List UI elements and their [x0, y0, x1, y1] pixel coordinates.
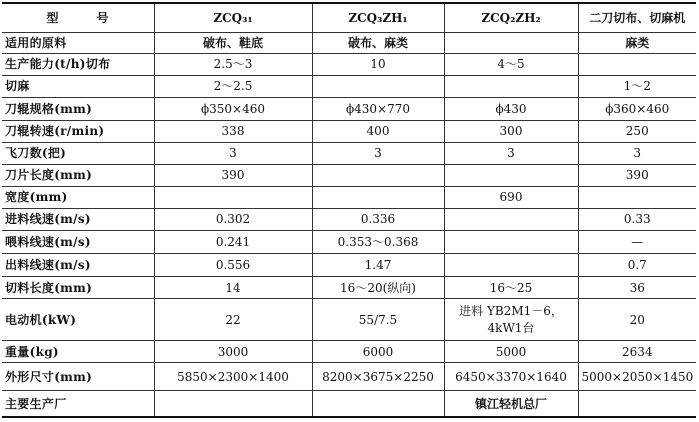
cell: 破布、鞋底	[154, 32, 312, 53]
row-label: 外形尺寸(mm)	[2, 363, 154, 391]
cell	[444, 164, 578, 186]
cell	[444, 230, 578, 253]
cell: 0.33	[578, 208, 696, 230]
cell	[444, 208, 578, 230]
cell: 6000	[312, 341, 444, 363]
cell: 0.336	[312, 208, 444, 230]
cell: 麻类	[578, 32, 696, 53]
cell: 3	[444, 142, 578, 164]
cell: ϕ430	[444, 97, 578, 120]
cell: 1～2	[578, 75, 696, 97]
table-row	[2, 32, 696, 53]
cell: 0.353～0.368	[312, 230, 444, 253]
table-row	[2, 97, 696, 120]
cell: 20	[578, 299, 696, 341]
cell: 390	[578, 164, 696, 186]
cell: 250	[578, 120, 696, 142]
cell: 16～25	[444, 277, 578, 299]
cell: 0.241	[154, 230, 312, 253]
row-label: 主要生产厂	[2, 391, 154, 417]
cell	[578, 53, 696, 75]
cell: 3	[312, 142, 444, 164]
row-label: 飞刀数(把)	[2, 142, 154, 164]
cell	[312, 186, 444, 208]
table-row	[2, 186, 696, 208]
table-row	[2, 254, 696, 277]
cell: ϕ350×460	[154, 97, 312, 120]
cell: 3	[154, 142, 312, 164]
cell	[154, 186, 312, 208]
cell: 55/7.5	[312, 299, 444, 341]
cell	[444, 32, 578, 53]
cell	[444, 254, 578, 277]
cell: —	[578, 230, 696, 253]
row-label: 刀片长度(mm)	[2, 164, 154, 186]
cell: 0.556	[154, 254, 312, 277]
cell: 36	[578, 277, 696, 299]
model-zcq31: ZCQ₃₁	[154, 3, 312, 32]
table-row	[2, 120, 696, 142]
row-label: 切料长度(mm)	[2, 277, 154, 299]
row-label: 宽度(mm)	[2, 186, 154, 208]
cell	[154, 391, 312, 417]
table-row	[2, 341, 696, 363]
cell	[578, 391, 696, 417]
cell: 5850×2300×1400	[154, 363, 312, 391]
row-label: 切麻	[2, 75, 154, 97]
cell: 22	[154, 299, 312, 341]
cell: 1.47	[312, 254, 444, 277]
table-row	[2, 75, 696, 97]
row-label: 出料线速(m/s)	[2, 254, 154, 277]
cell: 3	[578, 142, 696, 164]
table-row	[2, 391, 696, 417]
cell: 300	[444, 120, 578, 142]
cell: 6450×3370×1640	[444, 363, 578, 391]
cell	[444, 75, 578, 97]
cell: 5000×2050×1450	[578, 363, 696, 391]
cell: 16～20(纵向)	[312, 277, 444, 299]
row-label: 适用的原料	[2, 32, 154, 53]
cell: 338	[154, 120, 312, 142]
cell: 390	[154, 164, 312, 186]
cell	[312, 75, 444, 97]
cell: 690	[444, 186, 578, 208]
table-row	[2, 208, 696, 230]
cell	[312, 391, 444, 417]
cell: ϕ360×460	[578, 97, 696, 120]
cell: 2.5～3	[154, 53, 312, 75]
cell: 进料 YB2M1－6， 4kW1台	[444, 299, 578, 341]
table-row	[2, 230, 696, 253]
cell: 10	[312, 53, 444, 75]
row-label: 重量(kg)	[2, 341, 154, 363]
header-label: 型 号	[2, 3, 154, 32]
row-label: 刀辊规格(mm)	[2, 97, 154, 120]
cell: 镇江轻机总厂	[444, 391, 578, 417]
table-row	[2, 363, 696, 391]
row-label: 刀辊转速(r/min)	[2, 120, 154, 142]
row-label: 生产能力(t/h)切布	[2, 53, 154, 75]
cell: 3000	[154, 341, 312, 363]
cell: 破布、麻类	[312, 32, 444, 53]
cell: 8200×3675×2250	[312, 363, 444, 391]
cell: 2～2.5	[154, 75, 312, 97]
cell: 0.302	[154, 208, 312, 230]
cell: 400	[312, 120, 444, 142]
row-label: 喂料线速(m/s)	[2, 230, 154, 253]
row-label: 进料线速(m/s)	[2, 208, 154, 230]
cell: 5000	[444, 341, 578, 363]
cell: 2634	[578, 341, 696, 363]
table-row	[2, 277, 696, 299]
spec-table	[2, 2, 696, 418]
cell: 0.7	[578, 254, 696, 277]
model-two-blade-cutter: 二刀切布、切麻机	[578, 3, 696, 32]
header-row	[2, 3, 696, 32]
table-row	[2, 164, 696, 186]
model-zcq3zh1: ZCQ₃ZH₁	[312, 3, 444, 32]
table-row	[2, 142, 696, 164]
cell: 14	[154, 277, 312, 299]
model-zcq2zh2: ZCQ₂ZH₂	[444, 3, 578, 32]
table-row	[2, 299, 696, 341]
table-row	[2, 53, 696, 75]
cell: 4～5	[444, 53, 578, 75]
cell	[312, 164, 444, 186]
row-label: 电动机(kW)	[2, 299, 154, 341]
cell	[578, 186, 696, 208]
cell: ϕ430×770	[312, 97, 444, 120]
